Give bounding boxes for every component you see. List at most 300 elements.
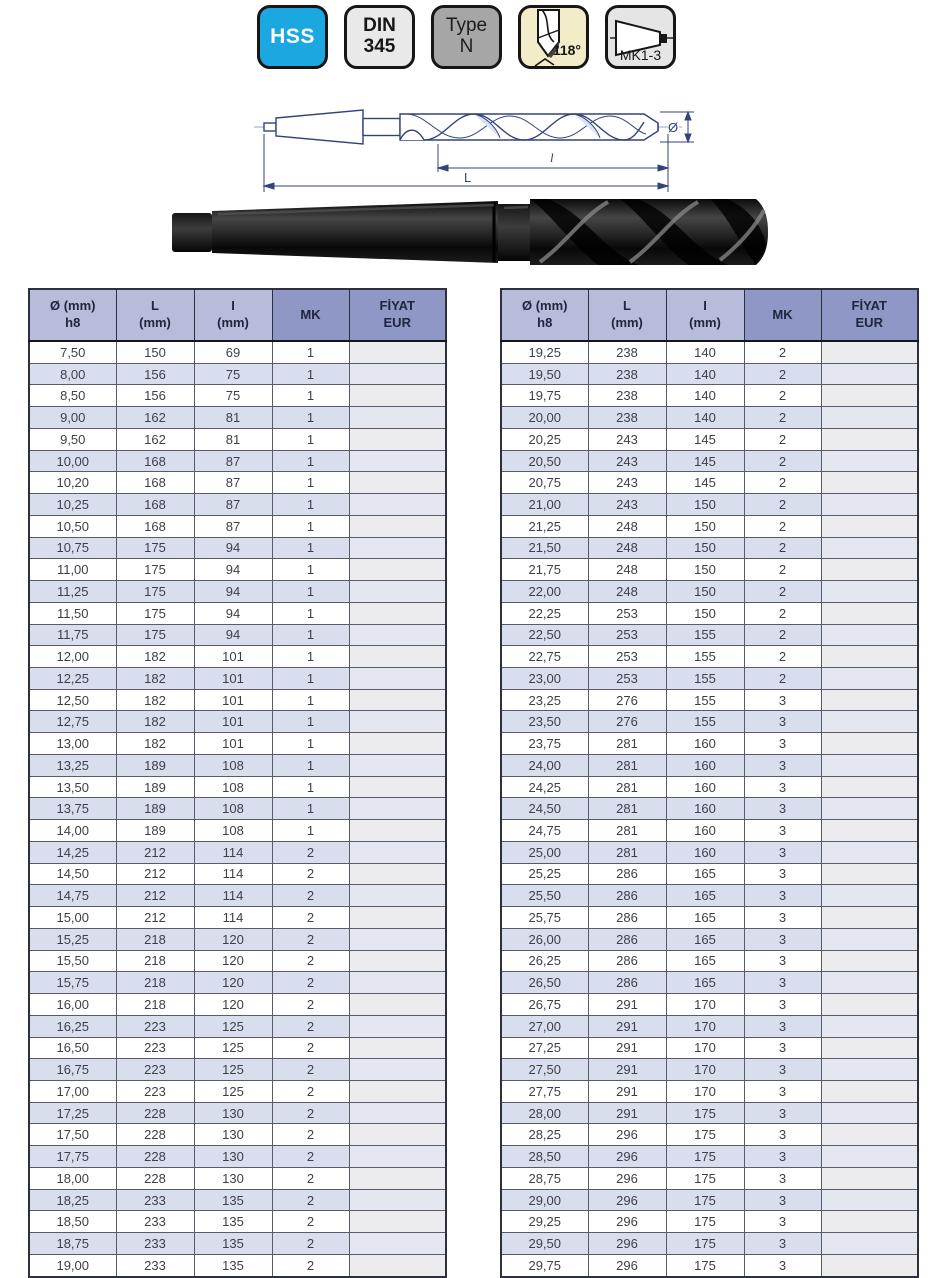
flute-length-cell: 125 [194, 1037, 272, 1059]
diameter-cell: 11,75 [29, 624, 116, 646]
flute-length-cell: 170 [666, 1059, 744, 1081]
diameter-cell: 14,75 [29, 885, 116, 907]
mk-cell: 2 [744, 363, 821, 385]
table-row [29, 1059, 446, 1081]
price-cell [821, 689, 918, 711]
table-row [29, 972, 446, 994]
overall-length-dim-label: L [464, 170, 472, 185]
flute-length-cell: 175 [666, 1189, 744, 1211]
table-row [29, 907, 446, 929]
flute-length-cell: 108 [194, 798, 272, 820]
flute-length-cell: 160 [666, 733, 744, 755]
table-row [29, 1233, 446, 1255]
price-cell [821, 624, 918, 646]
mk-cell: 2 [744, 646, 821, 668]
table-row [501, 798, 918, 820]
length-cell: 243 [588, 472, 666, 494]
table-row [29, 1102, 446, 1124]
diameter-cell: 29,25 [501, 1211, 588, 1233]
table-row [501, 928, 918, 950]
flute-length-cell: 125 [194, 1059, 272, 1081]
price-cell [821, 950, 918, 972]
price-cell [821, 1124, 918, 1146]
table-row [29, 1015, 446, 1037]
mk-cell: 3 [744, 1146, 821, 1168]
diameter-cell: 10,20 [29, 472, 116, 494]
table-row [501, 972, 918, 994]
table-row [501, 1189, 918, 1211]
mk-cell: 2 [744, 385, 821, 407]
diameter-cell: 13,75 [29, 798, 116, 820]
length-cell: 233 [116, 1189, 194, 1211]
flute-length-cell: 108 [194, 754, 272, 776]
diameter-cell: 10,75 [29, 537, 116, 559]
length-cell: 281 [588, 798, 666, 820]
length-cell: 286 [588, 907, 666, 929]
length-cell: 291 [588, 1059, 666, 1081]
mk-cell: 3 [744, 1233, 821, 1255]
price-cell [349, 1211, 446, 1233]
table-row [29, 733, 446, 755]
flute-length-cell: 165 [666, 885, 744, 907]
length-cell: 212 [116, 885, 194, 907]
price-cell [821, 841, 918, 863]
price-cell [821, 450, 918, 472]
table-row [29, 885, 446, 907]
flute-length-cell: 135 [194, 1254, 272, 1276]
flute-length-cell: 140 [666, 341, 744, 363]
length-cell: 223 [116, 1080, 194, 1102]
flute-length-cell: 125 [194, 1080, 272, 1102]
diameter-cell: 8,50 [29, 385, 116, 407]
length-cell: 168 [116, 472, 194, 494]
spec-table-right [500, 288, 919, 1278]
mk-cell: 2 [272, 885, 349, 907]
diameter-dim-label: Ø [668, 120, 679, 135]
length-cell: 182 [116, 733, 194, 755]
price-cell [821, 646, 918, 668]
flute-length-cell: 125 [194, 1015, 272, 1037]
mk-cell: 1 [272, 428, 349, 450]
flute-length-cell: 120 [194, 972, 272, 994]
price-cell [821, 494, 918, 516]
col-header-flute-length: I (mm) [666, 289, 744, 341]
col-header-price: FİYAT EUR [821, 289, 918, 341]
mk-cell: 1 [272, 472, 349, 494]
flute-length-cell: 140 [666, 385, 744, 407]
length-cell: 291 [588, 1080, 666, 1102]
price-cell [349, 428, 446, 450]
length-cell: 296 [588, 1124, 666, 1146]
diameter-cell: 26,50 [501, 972, 588, 994]
table-row [29, 494, 446, 516]
length-cell: 248 [588, 515, 666, 537]
price-cell [349, 1167, 446, 1189]
diameter-cell: 12,25 [29, 668, 116, 690]
length-cell: 218 [116, 972, 194, 994]
mk-cell: 2 [744, 624, 821, 646]
length-cell: 281 [588, 776, 666, 798]
technical-drawing [248, 94, 696, 194]
price-cell [821, 472, 918, 494]
length-cell: 189 [116, 776, 194, 798]
table-row [501, 385, 918, 407]
table-row [29, 754, 446, 776]
flute-length-cell: 120 [194, 994, 272, 1016]
flute-length-cell: 114 [194, 863, 272, 885]
table-row [501, 1080, 918, 1102]
price-cell [349, 1059, 446, 1081]
diameter-cell: 24,00 [501, 754, 588, 776]
table-row [501, 689, 918, 711]
price-cell [349, 1037, 446, 1059]
table-row [29, 515, 446, 537]
price-cell [349, 407, 446, 429]
diameter-cell: 12,00 [29, 646, 116, 668]
flute-length-cell: 75 [194, 363, 272, 385]
length-cell: 248 [588, 537, 666, 559]
price-cell [821, 581, 918, 603]
price-cell [349, 559, 446, 581]
length-cell: 228 [116, 1124, 194, 1146]
diameter-cell: 23,75 [501, 733, 588, 755]
mk-cell: 2 [272, 1059, 349, 1081]
diameter-cell: 7,50 [29, 341, 116, 363]
length-cell: 253 [588, 668, 666, 690]
length-cell: 233 [116, 1233, 194, 1255]
flute-length-cell: 150 [666, 494, 744, 516]
price-cell [821, 1167, 918, 1189]
flute-length-cell: 87 [194, 515, 272, 537]
flute-length-cell: 155 [666, 646, 744, 668]
diameter-cell: 10,25 [29, 494, 116, 516]
table-row [29, 428, 446, 450]
table-row [29, 1124, 446, 1146]
price-cell [349, 733, 446, 755]
flute-length-cell: 135 [194, 1189, 272, 1211]
flute-length-cell: 114 [194, 885, 272, 907]
length-cell: 296 [588, 1146, 666, 1168]
mk-cell: 2 [272, 1233, 349, 1255]
diameter-cell: 25,00 [501, 841, 588, 863]
diameter-cell: 14,25 [29, 841, 116, 863]
price-cell [821, 1102, 918, 1124]
table-row [501, 1233, 918, 1255]
flute-length-cell: 165 [666, 972, 744, 994]
length-cell: 286 [588, 950, 666, 972]
mk-cell: 1 [272, 602, 349, 624]
diameter-cell: 16,25 [29, 1015, 116, 1037]
mk-cell: 2 [272, 1080, 349, 1102]
mk-cell: 2 [272, 994, 349, 1016]
flute-length-cell: 160 [666, 841, 744, 863]
table-row [501, 363, 918, 385]
diameter-cell: 11,50 [29, 602, 116, 624]
length-cell: 291 [588, 1102, 666, 1124]
mk-cell: 2 [272, 1167, 349, 1189]
price-cell [821, 972, 918, 994]
table-row [29, 472, 446, 494]
price-cell [821, 1015, 918, 1037]
length-cell: 228 [116, 1167, 194, 1189]
mk-cell: 2 [272, 950, 349, 972]
price-cell [349, 754, 446, 776]
table-row [29, 646, 446, 668]
mk-cell: 3 [744, 1037, 821, 1059]
flute-length-cell: 108 [194, 776, 272, 798]
flute-length-cell: 75 [194, 385, 272, 407]
length-cell: 291 [588, 1037, 666, 1059]
mk-cell: 2 [744, 450, 821, 472]
flute-length-cell: 94 [194, 602, 272, 624]
flute-length-cell: 130 [194, 1124, 272, 1146]
length-cell: 212 [116, 863, 194, 885]
price-cell [349, 820, 446, 842]
flute-length-cell: 130 [194, 1146, 272, 1168]
table-row [501, 494, 918, 516]
diameter-cell: 27,25 [501, 1037, 588, 1059]
diameter-cell: 27,75 [501, 1080, 588, 1102]
flute-length-cell: 165 [666, 907, 744, 929]
diameter-cell: 11,00 [29, 559, 116, 581]
flute-length-cell: 120 [194, 928, 272, 950]
type-badge-line2: N [459, 36, 474, 57]
mk-cell: 1 [272, 733, 349, 755]
diameter-cell: 18,75 [29, 1233, 116, 1255]
table-row [29, 820, 446, 842]
length-cell: 182 [116, 711, 194, 733]
flute-length-cell: 160 [666, 776, 744, 798]
price-cell [821, 668, 918, 690]
mk-cell: 3 [744, 841, 821, 863]
length-cell: 189 [116, 820, 194, 842]
price-cell [821, 1146, 918, 1168]
type-n-badge [431, 5, 502, 69]
price-cell [821, 385, 918, 407]
price-cell [821, 537, 918, 559]
flute-length-cell: 101 [194, 668, 272, 690]
table-row [501, 515, 918, 537]
diameter-cell: 19,25 [501, 341, 588, 363]
mk-cell: 1 [272, 385, 349, 407]
flute-length-cell: 135 [194, 1233, 272, 1255]
mk-cell: 3 [744, 928, 821, 950]
diameter-cell: 20,50 [501, 450, 588, 472]
diameter-cell: 28,75 [501, 1167, 588, 1189]
length-cell: 296 [588, 1189, 666, 1211]
mk-cell: 1 [272, 624, 349, 646]
mk-cell: 2 [272, 1254, 349, 1276]
mk-cell: 2 [744, 341, 821, 363]
flute-length-cell: 170 [666, 994, 744, 1016]
diameter-cell: 9,50 [29, 428, 116, 450]
mk-cell: 1 [272, 711, 349, 733]
price-cell [349, 1233, 446, 1255]
table-row [501, 668, 918, 690]
table-row [29, 341, 446, 363]
mk-cell: 3 [744, 798, 821, 820]
length-cell: 233 [116, 1211, 194, 1233]
mk-cell: 1 [272, 515, 349, 537]
price-cell [821, 1080, 918, 1102]
flute-length-cell: 130 [194, 1102, 272, 1124]
price-cell [821, 798, 918, 820]
length-cell: 281 [588, 733, 666, 755]
price-cell [349, 928, 446, 950]
mk-cell: 1 [272, 537, 349, 559]
din-345-badge [344, 5, 415, 69]
mk-cell: 3 [744, 1124, 821, 1146]
length-cell: 218 [116, 928, 194, 950]
diameter-cell: 16,75 [29, 1059, 116, 1081]
price-cell [349, 950, 446, 972]
table-row [501, 1124, 918, 1146]
morse-taper-label: MK1-3 [619, 47, 662, 63]
flute-length-cell: 155 [666, 624, 744, 646]
length-cell: 296 [588, 1167, 666, 1189]
price-cell [349, 841, 446, 863]
mk-cell: 2 [744, 428, 821, 450]
length-cell: 286 [588, 863, 666, 885]
mk-cell: 2 [744, 668, 821, 690]
length-cell: 156 [116, 363, 194, 385]
table-row [29, 581, 446, 603]
diameter-cell: 19,50 [501, 363, 588, 385]
price-cell [821, 341, 918, 363]
mk-cell: 1 [272, 776, 349, 798]
col-header-price: FİYAT EUR [349, 289, 446, 341]
diameter-cell: 15,00 [29, 907, 116, 929]
length-cell: 182 [116, 646, 194, 668]
mk-cell: 2 [744, 581, 821, 603]
mk-cell: 3 [744, 1189, 821, 1211]
price-cell [821, 885, 918, 907]
table-row [501, 602, 918, 624]
mk-cell: 3 [744, 950, 821, 972]
flute-length-cell: 94 [194, 581, 272, 603]
flute-length-cell: 165 [666, 950, 744, 972]
mk-cell: 2 [272, 928, 349, 950]
point-angle-badge [518, 5, 589, 69]
length-cell: 162 [116, 428, 194, 450]
mk-cell: 3 [744, 1102, 821, 1124]
table-row [29, 385, 446, 407]
price-cell [821, 994, 918, 1016]
mk-cell: 1 [272, 754, 349, 776]
price-cell [821, 754, 918, 776]
diameter-cell: 18,25 [29, 1189, 116, 1211]
length-cell: 218 [116, 950, 194, 972]
table-row [501, 1037, 918, 1059]
price-cell [349, 907, 446, 929]
length-cell: 281 [588, 841, 666, 863]
price-cell [349, 1254, 446, 1276]
table-row [501, 341, 918, 363]
table-row [29, 1254, 446, 1276]
table-row [501, 733, 918, 755]
length-cell: 189 [116, 798, 194, 820]
table-row [29, 1189, 446, 1211]
col-header-diameter: Ø (mm) h8 [29, 289, 116, 341]
price-cell [349, 537, 446, 559]
length-cell: 228 [116, 1102, 194, 1124]
mk-cell: 3 [744, 754, 821, 776]
price-cell [349, 994, 446, 1016]
table-row [501, 841, 918, 863]
flute-length-cell: 130 [194, 1167, 272, 1189]
length-cell: 276 [588, 689, 666, 711]
diameter-cell: 15,25 [29, 928, 116, 950]
flute-length-cell: 87 [194, 450, 272, 472]
flute-length-cell: 150 [666, 602, 744, 624]
table-row [29, 689, 446, 711]
length-cell: 286 [588, 885, 666, 907]
price-cell [821, 863, 918, 885]
price-cell [349, 494, 446, 516]
flute-length-cell: 101 [194, 711, 272, 733]
price-cell [821, 602, 918, 624]
mk-cell: 2 [272, 1211, 349, 1233]
price-cell [349, 1102, 446, 1124]
table-row [29, 624, 446, 646]
flute-length-cell: 160 [666, 798, 744, 820]
price-cell [349, 385, 446, 407]
length-cell: 162 [116, 407, 194, 429]
mk-cell: 2 [272, 1124, 349, 1146]
flute-length-cell: 120 [194, 950, 272, 972]
price-cell [821, 1254, 918, 1276]
price-cell [821, 733, 918, 755]
diameter-cell: 19,00 [29, 1254, 116, 1276]
price-cell [821, 1211, 918, 1233]
flute-length-cell: 150 [666, 581, 744, 603]
price-cell [349, 776, 446, 798]
price-cell [821, 407, 918, 429]
table-row [29, 537, 446, 559]
length-cell: 238 [588, 341, 666, 363]
table-row [501, 624, 918, 646]
diameter-cell: 25,25 [501, 863, 588, 885]
drill-photo [168, 196, 772, 268]
length-cell: 238 [588, 363, 666, 385]
flute-length-cell: 175 [666, 1124, 744, 1146]
flute-length-cell: 150 [666, 537, 744, 559]
flute-length-cell: 170 [666, 1037, 744, 1059]
mk-cell: 1 [272, 559, 349, 581]
length-cell: 228 [116, 1146, 194, 1168]
diameter-cell: 18,00 [29, 1167, 116, 1189]
table-row [29, 863, 446, 885]
price-cell [349, 450, 446, 472]
col-header-overall-length: L (mm) [588, 289, 666, 341]
price-cell [349, 711, 446, 733]
price-cell [349, 1015, 446, 1037]
length-cell: 248 [588, 559, 666, 581]
length-cell: 296 [588, 1254, 666, 1276]
price-cell [821, 1189, 918, 1211]
spec-badges [257, 5, 676, 69]
length-cell: 150 [116, 341, 194, 363]
diameter-cell: 17,00 [29, 1080, 116, 1102]
diameter-cell: 28,25 [501, 1124, 588, 1146]
flute-length-cell: 101 [194, 646, 272, 668]
length-cell: 212 [116, 907, 194, 929]
mk-cell: 3 [744, 820, 821, 842]
table-row [501, 1102, 918, 1124]
diameter-cell: 21,75 [501, 559, 588, 581]
length-cell: 243 [588, 494, 666, 516]
mk-cell: 3 [744, 863, 821, 885]
